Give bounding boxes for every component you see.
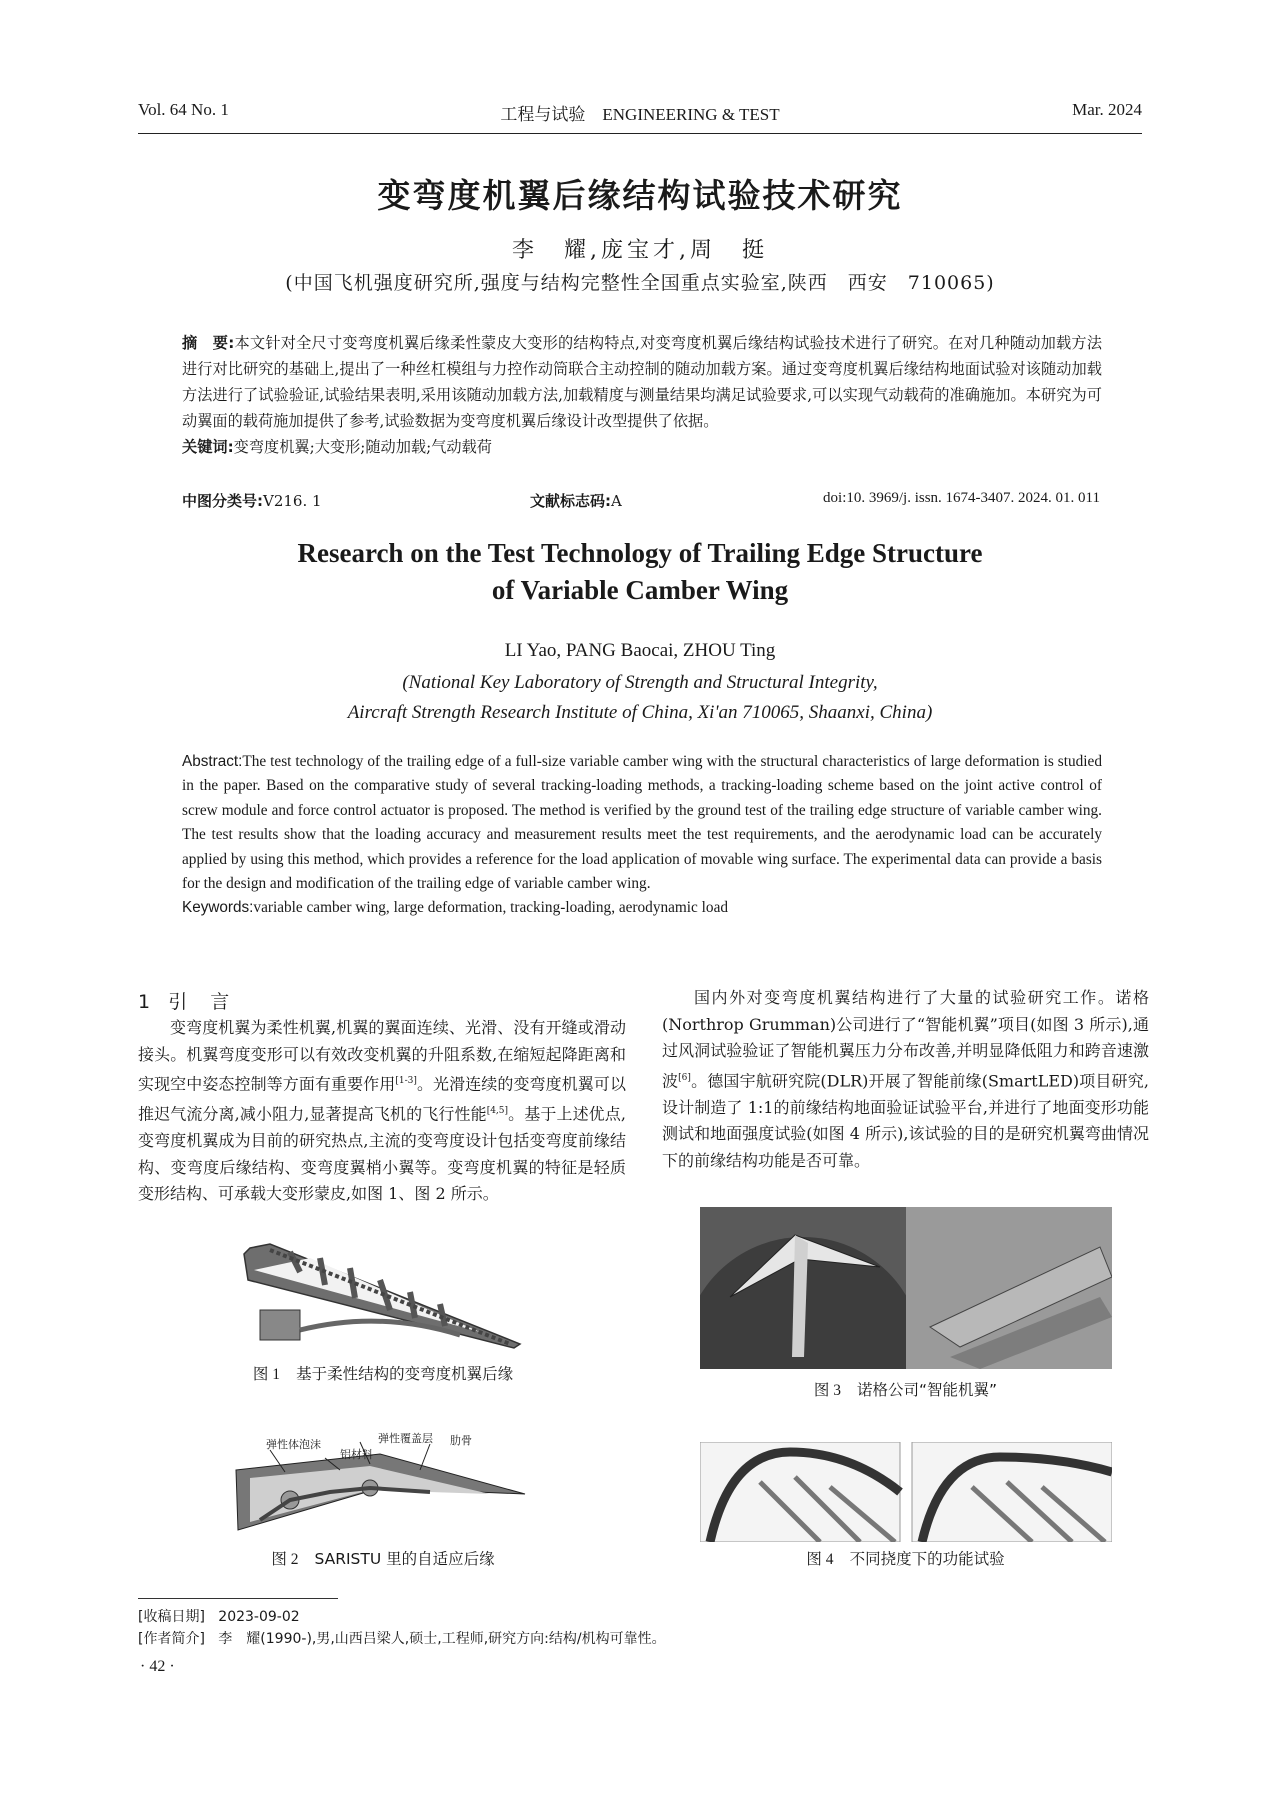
abstract-text: 本文针对全尺寸变弯度机翼后缘柔性蒙皮大变形的结构特点,对变弯度机翼后缘结构试验技术进行了研究。在对几种随动加载方法进行对比研究的基础上,提出了一种丝杠模组与力控作动筒联合主动控制的随动加载方案。通过变弯度机翼后缘结构地面试验对该随动加载方法进行了试验验证,试验结果表明,采用该随动加载方法,加载精度与测量结果均满足试验要求,可以实现气动载荷的准确施加。本研究为可动翼面的载荷施加提供了参考,试验数据为变弯度机翼后缘设计改型提供了依据。 [182, 334, 1103, 430]
body-left-column: 变弯度机翼为柔性机翼,机翼的翼面连续、光滑、没有开缝或滑动接头。机翼弯度变形可以有效改变机翼的升阻系数,在缩短起降距离和实现空中姿态控制等方面有重要作用[1-3]。光滑连续的变弯度机翼可以推迟气流分离,减小阻力,显著提高飞机的飞行性能[4,5]。基于上述优点,变弯度机翼成为目前的研究热点,主流的变弯度设计包括变弯度前缘结构、变弯度后缘结构、变弯度翼梢小翼等。变弯度机翼的特征是轻质变形结构、可承载大变形蒙皮,如图 1、图 2 所示。 [138, 1018, 626, 1204]
figure-2-label-foam: 弹性体泡沫 [266, 1438, 321, 1451]
citation: [4,5] [486, 1106, 509, 1117]
author-bio: [作者简介] 李 耀(1990-),男,山西吕梁人,硕士,工程师,研究方向:结构/机构可靠性。 [138, 1631, 666, 1647]
document-code: 文献标志码:A [530, 492, 622, 510]
figure-2-caption: 图 2 SARISTU 里的自适应后缘 [271, 1550, 495, 1568]
figure-4-image [700, 1442, 1112, 1542]
english-keywords-label: Keywords: [182, 899, 254, 917]
clc-number: 中图分类号:V216. 1 [182, 492, 322, 510]
affiliation: (中国飞机强度研究所,强度与结构完整性全国重点实验室,陕西 西安 710065) [285, 272, 995, 294]
figure-1-image [230, 1240, 530, 1350]
english-affiliation-1: (National Key Laboratory of Strength and Structural Integrity, [402, 672, 878, 693]
keywords-text: 变弯度机翼;大变形;随动加载;气动载荷 [233, 438, 492, 456]
figure-3-image [700, 1207, 1112, 1369]
body-right-column: 国内外对变弯度机翼结构进行了大量的试验研究工作。诺格(Northrop Grumman)公司进行了“智能机翼”项目(如图 3 所示),通过风洞试验验证了智能机翼压力分布改善,并明显降低阻力和跨音速激波[6]。德国宇航研究院(DLR)开展了智能前缘(SmartLED)项目研究,设计制造了 1:1的前缘结构地面验证试验平台,并进行了地面变形功能测试和地面强度试验(如图 4 所示),该试验的目的是研究机翼弯曲情况下的前缘结构功能是否可靠。 [662, 988, 1149, 1170]
figure-2-label-cover: 弹性覆盖层 [378, 1432, 433, 1445]
footnote-rule [138, 1598, 338, 1599]
paper-title: 变弯度机翼后缘结构试验技术研究 [377, 176, 903, 215]
citation: [6] [678, 1072, 691, 1083]
figure-2-label-aluminum: 铝材料 [340, 1448, 373, 1461]
keywords-label: 关键词: [182, 438, 234, 456]
english-authors: LI Yao, PANG Baocai, ZHOU Ting [504, 640, 776, 661]
figure-2-image [230, 1430, 530, 1540]
doi: doi:10. 3969/j. issn. 1674-3407. 2024. 01. 011 [823, 490, 1100, 506]
figure-2-label-rib: 肋骨 [450, 1434, 472, 1447]
citation: [1-3] [395, 1076, 417, 1087]
volume-number: Vol. 64 No. 1 [138, 100, 229, 119]
abstract-label: 摘 要: [182, 334, 235, 352]
author-list: 李 耀,庞宝才,周 挺 [512, 238, 768, 263]
english-abstract-label: Abstract: [182, 753, 243, 770]
received-date: [收稿日期] 2023-09-02 [138, 1609, 300, 1625]
page-number: · 42 · [140, 1658, 175, 1675]
figure-3-caption: 图 3 诺格公司“智能机翼” [813, 1381, 998, 1399]
journal-name: 工程与试验 ENGINEERING & TEST [500, 105, 780, 124]
header-rule [138, 133, 1142, 134]
figure-4-caption: 图 4 不同挠度下的功能试验 [806, 1550, 1005, 1568]
figure-1-caption: 图 1 基于柔性结构的变弯度机翼后缘 [252, 1365, 514, 1383]
section-heading: 1 引 言 [138, 991, 232, 1013]
english-title: Research on the Test Technology of Trailing Edge Structure of Variable Camber Wing [297, 538, 983, 605]
english-abstract: Abstract:The test technology of the trailing edge of a full-size variable camber wing with the structural characteristics of large deformation is studied in the paper. Based on the comparative study of several tracking-loading methods, a tracking-loading scheme based on the joint active control of screw module and force control actuator is proposed. The method is verified by the ground test of the trailing edge structure of variable camber wing. The test results show that the loading accuracy and measurement results meet the test requirements, and the aerodynamic load can be accurately applied by using this method, which provides a reference for the load application of movable wing surface. The experimental data can provide a basis for the design and modification of the trailing edge of variable camber wing. Keywords:variable camber wing, large deformation, tracking-loading, aerodynamic load [182, 753, 1102, 917]
chinese-abstract [182, 330, 1102, 460]
english-affiliation-2: Aircraft Strength Research Institute of China, Xi'an 710065, Shaanxi, China) [347, 702, 933, 723]
english-keywords: variable camber wing, large deformation, tracking-loading, aerodynamic load [253, 899, 729, 917]
issue-date: Mar. 2024 [1072, 100, 1142, 119]
